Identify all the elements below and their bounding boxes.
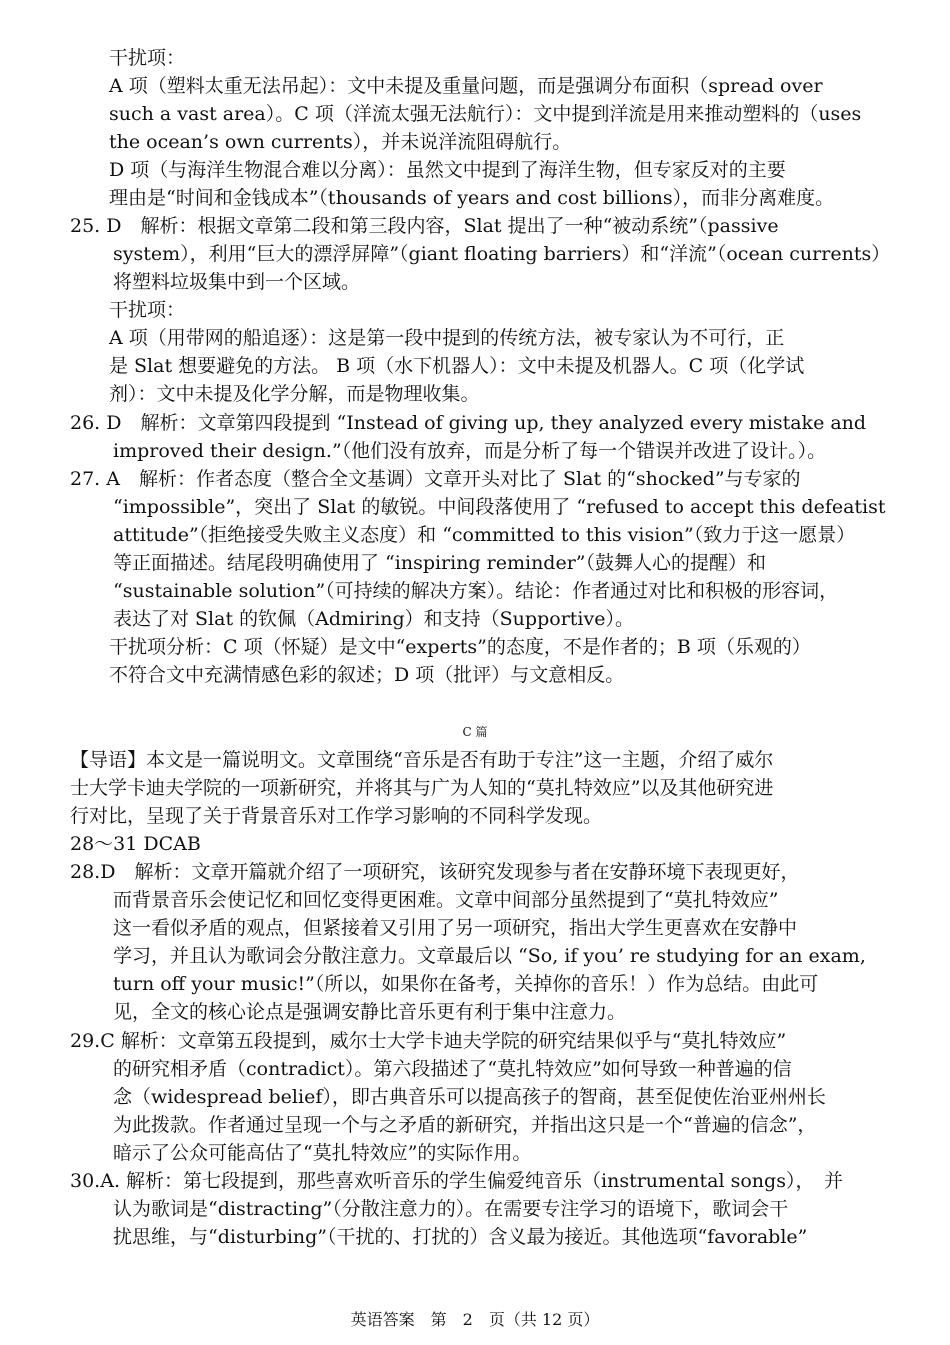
text-line: turn off your music!”（所以，如果你在备考，关掉你的音乐！）作为总结。由此可 xyxy=(113,973,819,995)
text-line: 剂）：文中未提及化学分解，而是物理收集。 xyxy=(109,383,480,405)
text-line: 不符合文中充满情感色彩的叙述；D 项（批评）与文意相反。 xyxy=(109,664,625,686)
text-line: 学习，并且认为歌词会分散注意力。文章最后以 “So, if you’ re studying for an exam, xyxy=(113,945,866,967)
text-line: 将塑料垃圾集中到一个区域。 xyxy=(113,271,361,293)
text-line: 等正面描述。结尾段明确使用了 “inspiring reminder”（鼓舞人心的提醒）和 xyxy=(113,552,767,574)
text-line: A 项（塑料太重无法吊起）：文中未提及重量问题，而是强调分布面积（spread over xyxy=(109,75,823,97)
text-line: 扰思维，与“disturbing”（干扰的、打扰的）含义最为接近。其他选项“favorable” xyxy=(113,1226,808,1248)
section-title: C 篇 xyxy=(462,725,488,739)
text-line: 25. D 解析：根据文章第二段和第三段内容，Slat 提出了一种“被动系统”（passive xyxy=(70,215,779,237)
text-line: 是 Slat 想要避免的方法。 B 项（水下机器人）：文中未提及机器人。C 项（化学试 xyxy=(109,355,805,377)
text-line: 28～31 DCAB xyxy=(70,833,201,855)
text-line: 暗示了公众可能高估了“莫扎特效应”的实际作用。 xyxy=(113,1142,532,1164)
text-line: 干扰项： xyxy=(109,47,186,69)
text-line: 26. D 解析：文章第四段提到 “Instead of giving up, they analyzed every mistake and xyxy=(70,412,867,434)
text-line: the ocean’s own currents），并未说洋流阻碍航行。 xyxy=(109,131,572,153)
text-line: “impossible”，突出了 Slat 的敏锐。中间段落使用了 “refused to accept this defeatist xyxy=(113,496,886,518)
text-line: 行对比，呈现了关于背景音乐对工作学习影响的不同科学发现。 xyxy=(70,805,603,827)
text-line: 见，全文的核心论点是强调安静比音乐更有利于集中注意力。 xyxy=(113,1001,627,1023)
text-line: attitude”（拒绝接受失败主义态度）和 “committed to this vision”（致力于这一愿景） xyxy=(113,524,856,546)
text-line: D 项（与海洋生物混合难以分离）：虽然文中提到了海洋生物，但专家反对的主要 xyxy=(109,159,786,181)
text-line: system），利用“巨大的漂浮屏障”（giant floating barriers）和“洋流”（ocean currents） xyxy=(113,243,891,265)
text-line: 的研究相矛盾（contradict）。第六段描述了“莫扎特效应”如何导致一种普遍的信 xyxy=(113,1058,792,1080)
text-line: improved their design.”（他们没有放弃，而是分析了每一个错误并改进了设计。）。 xyxy=(113,440,827,462)
text-line: 这一看似矛盾的观点，但紧接着又引用了另一项研究，指出大学生更喜欢在安静中 xyxy=(113,917,798,939)
text-line: 28.D 解析：文章开篇就介绍了一项研究，该研究发现参与者在安静环境下表现更好， xyxy=(70,861,800,883)
text-line: “sustainable solution”（可持续的解决方案）。结论：作者通过对比和积极的形容词， xyxy=(113,580,839,602)
text-line: 30.A. 解析：第七段提到，那些喜欢听音乐的学生偏爱纯音乐（instrumental songs）， 并 xyxy=(70,1170,843,1192)
text-line: such a vast area）。C 项（洋流太强无法航行）：文中提到洋流是用来推动塑料的（uses xyxy=(109,103,862,125)
text-line: 认为歌词是“distracting”（分散注意力的）。在需要专注学习的语境下，歌词会干 xyxy=(113,1198,789,1220)
text-line: 为此拨款。作者通过呈现一个与之矛盾的新研究，并指出这只是一个“普遍的信念”， xyxy=(113,1114,817,1136)
text-line: 念（widespread belief），即古典音乐可以提高孩子的智商，甚至促使佐治亚州州长 xyxy=(113,1086,826,1108)
text-line: 表达了对 Slat 的钦佩（Admiring）和支持（Supportive）。 xyxy=(113,608,634,630)
text-line: 干扰项： xyxy=(109,299,186,321)
text-line: 士大学卡迪夫学院的一项新研究，并将其与广为人知的“莫扎特效应”以及其他研究进 xyxy=(70,777,774,799)
page-footer: 英语答案 第 2 页（共 12 页） xyxy=(350,1310,600,1329)
text-line: 理由是“时间和金钱成本”（thousands of years and cost billions），而非分离难度。 xyxy=(109,187,835,209)
text-line: 而背景音乐会使记忆和回忆变得更困难。文章中间部分虽然提到了“莫扎特效应” xyxy=(113,889,779,911)
text-line: 【导语】本文是一篇说明文。文章围绕“音乐是否有助于专注”这一主题，介绍了威尔 xyxy=(70,749,774,771)
text-line: 27. A 解析：作者态度（整合全文基调）文章开头对比了 Slat 的“shocked”与专家的 xyxy=(70,468,801,490)
text-line: 干扰项分析：C 项（怀疑）是文中“experts”的态度，不是作者的；B 项（乐观的） xyxy=(109,636,811,658)
text-line: A 项（用带网的船追逐）：这是第一段中提到的传统方法，被专家认为不可行，正 xyxy=(109,327,785,349)
text-line: 29.C 解析：文章第五段提到，威尔士大学卡迪夫学院的研究结果似乎与“莫扎特效应” xyxy=(70,1030,787,1052)
